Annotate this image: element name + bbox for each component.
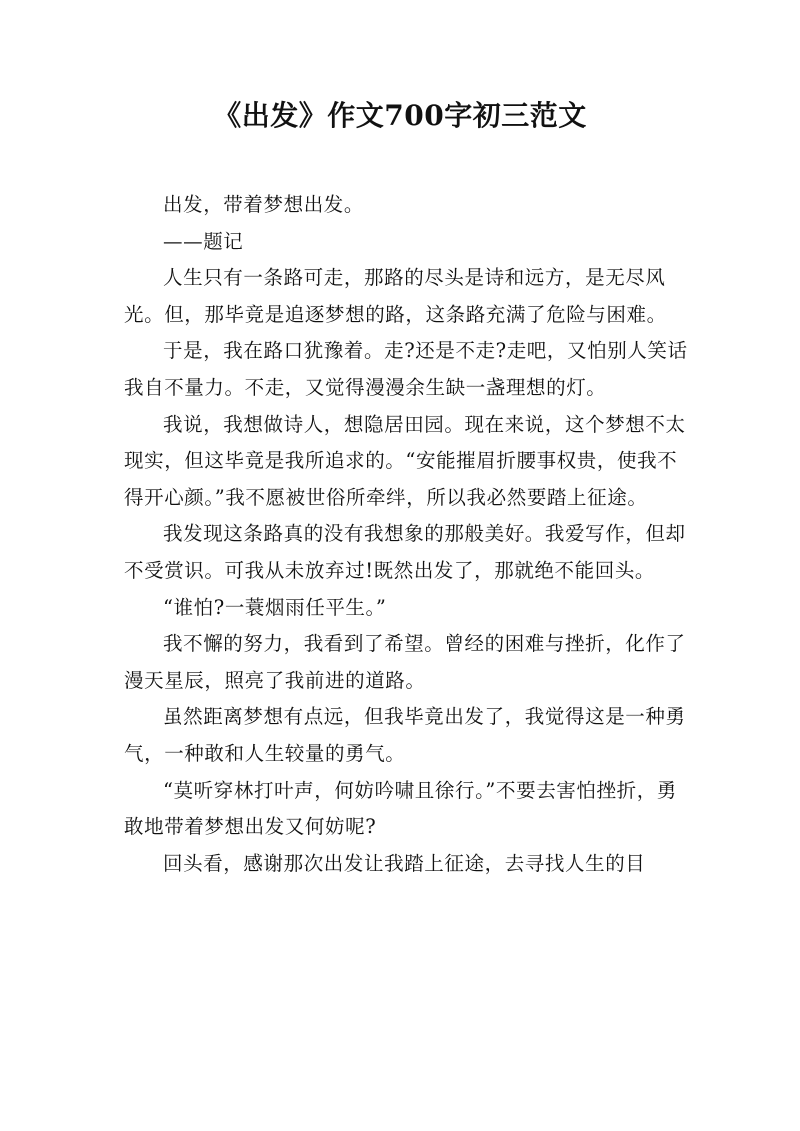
- quote-1: “谁怕?一蓑烟雨任平生。”: [163, 595, 387, 619]
- paragraph-4: 我发现这条路真的没有我想象的那般美好。我爱写作，但却不受赏识。可我从未放弃过!既然出发了，那就绝不能回头。: [124, 522, 686, 582]
- paragraph-7: 回头看，感谢那次出发让我踏上征途，去寻找人生的目: [163, 851, 646, 875]
- epigraph: 出发，带着梦想出发。: [163, 193, 365, 216]
- paragraph-6: 虽然距离梦想有点远，但我毕竟出发了，我觉得这是一种勇气，一种敢和人生较量的勇气。: [124, 705, 686, 765]
- epigraph-attribution: ——题记: [163, 229, 244, 253]
- document-title: 《出发》作文700字初三范文: [213, 99, 587, 132]
- paragraph-5: 我不懈的努力，我看到了希望。曾经的困难与挫折，化作了漫天星辰，照亮了我前进的道路。: [124, 632, 686, 692]
- paragraph-1: 人生只有一条路可走，那路的尽头是诗和远方，是无尽风光。但，那毕竟是追逐梦想的路，这条路充满了危险与困难。: [124, 266, 667, 326]
- essay-body: [124, 187, 690, 882]
- paragraph-3: 我说，我想做诗人，想隐居田园。现在来说，这个梦想不太现实，但这毕竟是我所追求的。“安能摧眉折腰事权贵，使我不得开心颜。”我不愿被世俗所牵绊，所以我必然要踏上征途。: [124, 412, 686, 509]
- paragraph-2: 于是，我在路口犹豫着。走?还是不走?走吧，又怕别人笑话我自不量力。不走，又觉得漫漫余生缺一盏理想的灯。: [124, 339, 688, 399]
- quote-2-paragraph: “莫听穿林打叶声，何妨吟啸且徐行。”不要去害怕挫折，勇敢地带着梦想出发又何妨呢?: [124, 778, 677, 839]
